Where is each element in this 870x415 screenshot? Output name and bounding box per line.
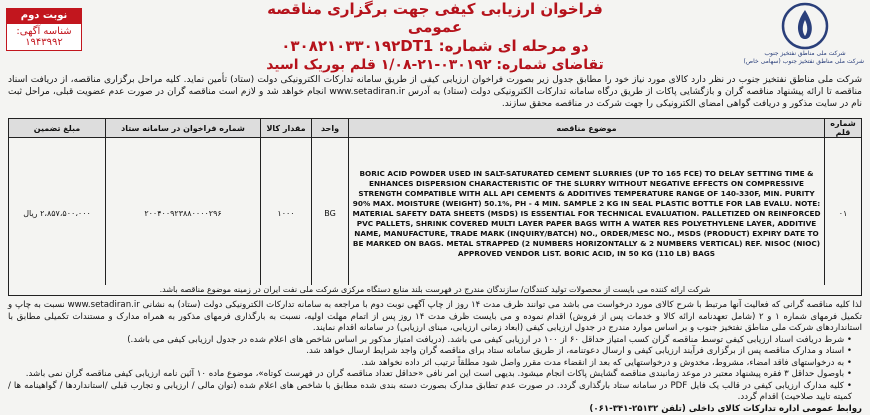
- list-item: • اسناد و مدارک مناقصه پس از برگزاری فرآیند ارزیابی کیفی و ارسال دعوتنامه، از طریق سامانه ستاد برای مناقصه گران واجد شرایط ارسال خواهد شد.: [8, 346, 852, 358]
- list-item: • کلیه مدارک ارزیابی کیفی در قالب یک فایل PDF در سامانه ستاد بارگذاری گردد. در صورت عدم تطابق مدارک بصورت دسته بندی شده مطابق با شاخص های اعلام شده (توان مالی / ارزیابی و تجارب قبلی /استانداردها / گواهینامه ها / کمیته تایید صلاحیت) اقدام گردد.: [8, 381, 852, 404]
- header-row-no: شماره قلم: [825, 119, 862, 138]
- nioc-flame-logo-icon: [778, 2, 832, 50]
- cell-qty: ۱۰۰۰: [261, 138, 312, 290]
- items-table: [8, 118, 862, 290]
- notice-heading: [240, 0, 630, 74]
- closing-signature: روابط عمومی اداره تدارکات کالای داخلی (تلفن ۲۵۱۳۲-۳۴۱-۰۶۱): [589, 403, 862, 414]
- notice-body: [8, 300, 862, 415]
- list-item: • باوصول حداقل ۳ فقره پیشنهاد معتبر در موعد زمانبندی مناقصه گشایش پاکات انجام میشود. بدیهی است این امر نافی «حداقل تعداد مناقصه گران در فهرست کوتاه»، موضوع ماده ۱۰ آئین نامه ارزیابی کیفی مناقصه گران نمی باشد.: [8, 369, 852, 381]
- cell-subject: BORIC ACID POWDER USED IN SALT-SATURATED CEMENT SLURRIES (UP TO 165 FCE) TO DELAY SETTING TIME & ENHANCES DISPERSION CHARACTERISTIC OF THE SLURRY WITHOUT NEGATIVE EFFECTS ON COMPRESSIVE STRENGTH COMPATIBLE WITH ALL API CEMENTS & ADDITIVES TEMPERATURE RANGE OF 140-330F, MIN. PURITY 90% MAX. MOISTURE (WEIGHT) 50.1%, PH - 4 MIN. SAMPLE 2 KG IN SEAL PLASTIC BOTTLE FOR LAB EVALU. NOTE: MATERIAL SAFETY DATA SHEETS (MSDS) IS ESSENTIAL FOR TECHNICAL EVALUATION. PALLETIZED ON REINFORCED PVC PALLETS, SHRINK COVERED MULTI LAYER PAPER BAGS WITH A WATER RES POLYETHYLENE LAYER, ADDITIVE NAME, MANUFACTURE, TRADE MARK (INQUIRY/BATCH) NO., ORDER/MESC NO., MSDS (PRODUCT) EXPIRY DATE TO BE MARKED ON BAGS. METAL STRAPPED (2 NUMBERS HORIZONTALLY & 2 NUMBERS VERTICAL) REF. NISOC (NIOC) APPROVED VENDOR LIST. BORIC ACID, IN 50 KG (110 LB) BAGS: [349, 138, 825, 290]
- stage-number: دو مرحله ای شماره: ۰۳۰۸۲۱۰۳۳۰۱۹۲DT1: [281, 37, 589, 55]
- intro-paragraph: شرکت ملی مناطق نفتخیز جنوب در نظر دارد کالای مورد نیاز خود را مطابق جدول زیر بصورت فراخوان ارزیابی کیفی از طریق سامانه تدارکات الکترونیکی دولت (ستاد) تأمین نماید. کلیه مراحل برگزاری مناقصه، از دریافت اسناد مناقصه تا ارائه پیشنهاد مناقصه گران و بازگشایی پاکات از طریق درگاه سامانه تدارکات الکترونیکی دولت (ستاد) به آدرس www.setadiran.ir انجام خواهد شد و لازم است مناقصه گران در صورت عدم عضویت قبلی، مراحل ثبت نام در سایت مذکور و دریافت گواهی امضای الکترونیکی را جهت شرکت در مناقصه محقق سازند.: [8, 75, 863, 109]
- cell-guarantee: ۲،۸۵۷،۵۰۰،۰۰۰ ریال: [9, 138, 106, 290]
- header-unit: واحد: [312, 119, 349, 138]
- list-item: • شرط دریافت اسناد ارزیابی کیفی توسط مناقصه گران کسب امتیاز حداقل ۶۰ از ۱۰۰ در ارزیابی کیفی می باشد. (دریافت امتیاز مذکور بر اساس شاخص های اعلام شده در جدول ارزیابی کیفی می باشد.): [8, 335, 852, 347]
- table-header-row: [9, 119, 862, 138]
- header-subject: موضوع مناقصه: [349, 119, 825, 138]
- logo-caption-sub: شرکت ملی مناطق نفتخیز جنوب (سهامی خاص): [743, 58, 864, 65]
- header-qty: مقدار کالا: [261, 119, 312, 138]
- ad-id-badge: شناسه آگهی: ۱۹۴۳۹۹۲: [6, 23, 82, 51]
- cell-row-no: ۰۱: [825, 138, 862, 290]
- table-row: [9, 138, 862, 290]
- table-footnote: شرکت ارائه کننده می بایست از محصولات تولید کنندگان/ سازندگان مندرج در فهرست بلند منابع دستگاه مرکزی شرکت ملی نفت ایران در زمینه موضوع مناقصه باشد.: [8, 285, 862, 296]
- logo-caption-main: شرکت ملی مناطق نفتخیز جنوب: [764, 50, 846, 57]
- conditions-list: [8, 335, 862, 404]
- turn-badge: نوبت دوم: [6, 8, 82, 23]
- body-paragraph: لذا کلیه مناقصه گرانی که فعالیت آنها مرتبط با شرح کالای مورد درخواست می باشد می توانند ظرف مدت ۱۴ روز از چاپ آگهی نوبت دوم با مراجعه به سامانه تدارکات الکترونیکی دولت (ستاد) به نشانی www.setadiran.ir نسبت به چاپ و تکمیل فرمهای شماره ۱ و ۲ (شامل تعهدنامه ارائه کالا و خدمات پس از فروش) اقدام نموده و می بایست ظرف مدت ۱۴ روز پس از اتمام مهلت اولیه، نسبت به بارگذاری فرمهای مذکور به همراه مدارک و مستندات تکمیلی مطابق با استانداردهای شرکت ملی مناطق نفتخیز جنوب و بر اساس موارد مندرج در جدول ارزیابی کیفی (ابعاد زمانی ارزیابی، مبنای ارزیابی) در سامانه اقدام نمایند.: [8, 300, 862, 333]
- request-number: تقاضای شماره: ۰۳۰۱۹۲-۲۱-۱/۰۸ قلم بوریک اسید: [266, 57, 604, 73]
- page-title: فراخوان ارزیابی کیفی جهت برگزاری مناقصه عمومی: [267, 0, 603, 36]
- header-call-no: شماره فراخوان در سامانه ستاد: [106, 119, 261, 138]
- list-item: • به درخواستهای فاقد امضاء، مشروط، مخدوش و درخواستهایی که بعد از انقضاء مدت مقرر واصل شود مطلقاً ترتیب اثر داده نخواهد شد.: [8, 358, 852, 370]
- cell-call-no: ۲۰۰۴۰۰۹۲۳۸۸۰۰۰۰۲۹۶: [106, 138, 261, 290]
- company-logo: [743, 2, 864, 74]
- cell-unit: BG: [312, 138, 349, 290]
- notice-badge: [6, 8, 82, 51]
- header-guarantee: مبلغ تضمین: [9, 119, 106, 138]
